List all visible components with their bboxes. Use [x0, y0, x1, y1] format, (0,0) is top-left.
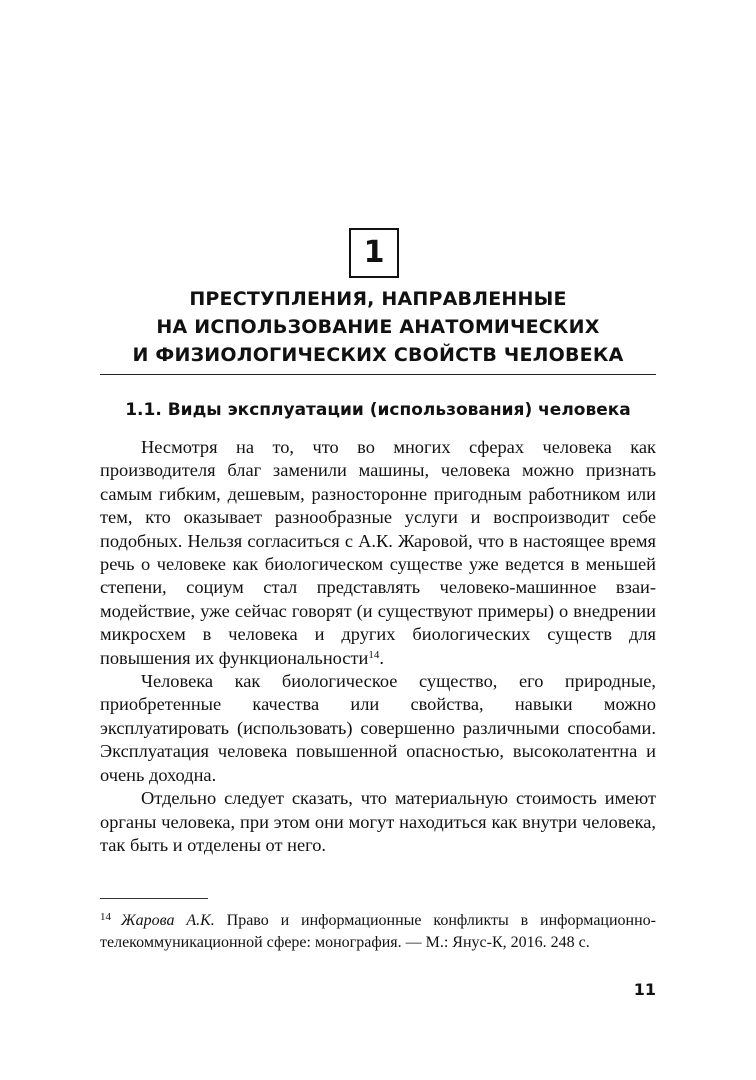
paragraph-1-end: .	[379, 647, 384, 668]
chapter-number: 1	[363, 235, 385, 270]
paragraph-1-text: Несмотря на то, что во многих сферах человека как производителя благ заменили машины, человека можно признать самым гибким, дешевым, разносторонне пригодным работником или тем, кто оказывает разнообразные услуги и воспроизводит себе подобных. Нельзя согласиться с А.К. Жаровой, что в настоящее время речь о человеке как биологическом существе уже ведется в меньшей степени, социум стал представлять человеко-машинное взаимодействие, уже сейчас говорят (и существуют примеры) о внедрении микросхем в человека и других биологических существ для повышения их функциональности	[100, 437, 656, 668]
chapter-title-line-2: НА ИСПОЛЬЗОВАНИЕ АНАТОМИЧЕСКИХ	[156, 316, 600, 338]
footnote-reference: 14	[368, 648, 380, 661]
chapter-title-line-1: ПРЕСТУПЛЕНИЯ, НАПРАВЛЕННЫЕ	[189, 288, 567, 310]
paragraph-1	[100, 436, 656, 670]
chapter-title	[100, 285, 656, 369]
footnote	[100, 906, 656, 954]
paragraph-3: Отдельно следует сказать, что материальную стоимость имеют органы человека, при этом они могут находиться как внутри человека, так быть и отделены от него.	[100, 788, 656, 855]
body-text	[100, 436, 656, 857]
footnote-number: 14	[100, 911, 111, 923]
footnote-text: Право и информационные конфликты в информационно-телекоммуникационной сфере: монография. — М.: Янус-К, 2016. 248 с.	[100, 912, 656, 951]
page-number: 11	[633, 980, 656, 999]
paragraph-2: Человека как биологическое существо, его природные, приобретенные качества или свойства, навыки можно эксплуатировать (использовать) совершенно различными способами. Эксплуатация человека повышенной опасностью, высоколатентна и очень доходна.	[100, 671, 656, 785]
section-title: 1.1. Виды эксплуатации (использования) человека	[125, 400, 631, 420]
chapter-title-line-3: И ФИЗИОЛОГИЧЕСКИХ СВОЙСТВ ЧЕЛОВЕКА	[132, 344, 624, 366]
chapter-divider	[100, 374, 656, 375]
footnote-author: Жарова А.К.	[121, 912, 215, 929]
footnote-divider	[100, 898, 208, 899]
chapter-number-box	[349, 228, 399, 278]
